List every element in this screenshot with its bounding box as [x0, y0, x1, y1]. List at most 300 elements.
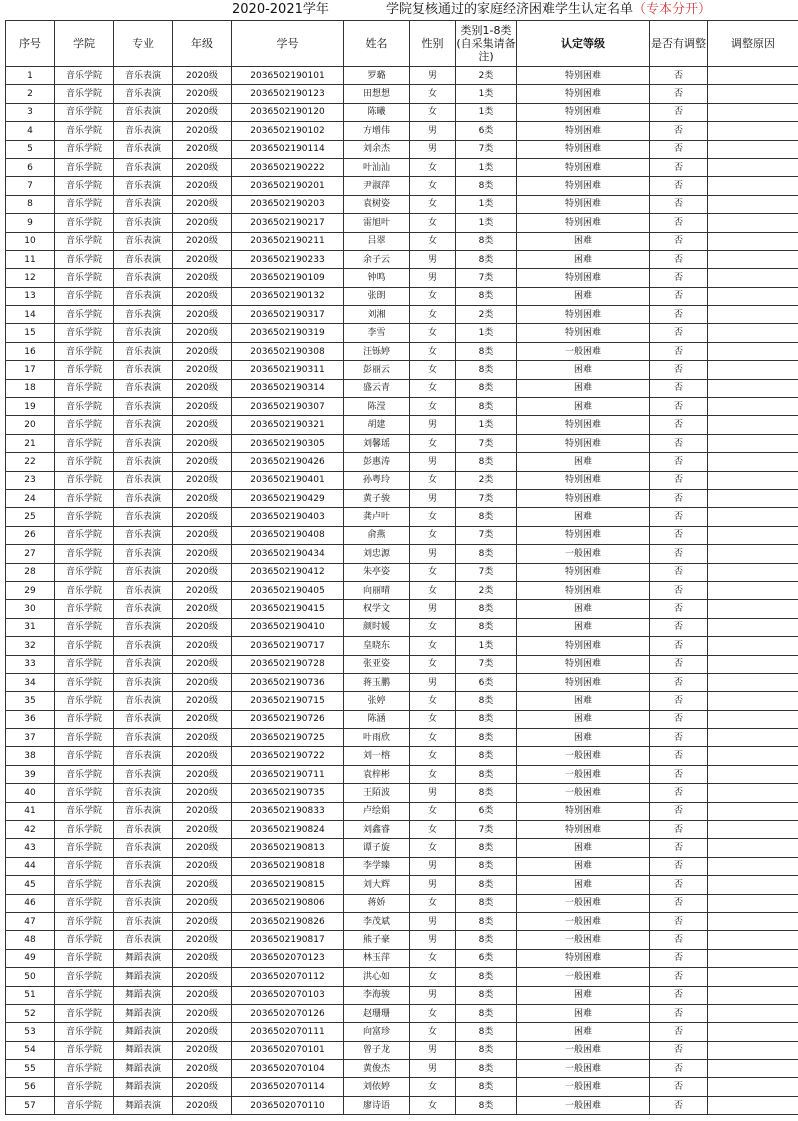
col-index-cell: 57	[6, 1096, 55, 1114]
col-grade-cell: 2020级	[173, 600, 232, 618]
col-level-cell: 困难	[517, 710, 650, 728]
col-category-cell: 8类	[456, 1023, 517, 1041]
table-row	[6, 729, 798, 747]
col-reason-cell	[708, 857, 798, 875]
col-college-cell: 音乐学院	[55, 453, 114, 471]
col-college-cell: 音乐学院	[55, 416, 114, 434]
col-college-cell: 音乐学院	[55, 250, 114, 268]
col-gender-cell: 男	[410, 67, 456, 85]
col-gender-cell: 男	[410, 673, 456, 691]
col-major-cell: 音乐表演	[114, 839, 173, 857]
col-major-cell: 音乐表演	[114, 398, 173, 416]
col-college-cell: 音乐学院	[55, 379, 114, 397]
col-adjusted-cell: 否	[650, 1023, 708, 1041]
col-reason-cell	[708, 489, 798, 507]
col-major-cell: 舞蹈表演	[114, 949, 173, 967]
col-category-cell: 7类	[456, 489, 517, 507]
col-grade-cell: 2020级	[173, 692, 232, 710]
col-college-cell: 音乐学院	[55, 342, 114, 360]
col-name-cell: 王陌波	[344, 784, 410, 802]
col-adjusted-cell: 否	[650, 453, 708, 471]
col-grade-cell: 2020级	[173, 1078, 232, 1096]
col-index-cell: 37	[6, 729, 55, 747]
col-grade-cell: 2020级	[173, 140, 232, 158]
col-college-cell: 音乐学院	[55, 949, 114, 967]
col-level-cell: 一般困难	[517, 1096, 650, 1114]
col-reason-cell	[708, 269, 798, 287]
col-name-cell: 陈涵	[344, 710, 410, 728]
col-index-cell: 43	[6, 839, 55, 857]
col-level-cell: 特别困难	[517, 416, 650, 434]
col-college-cell: 音乐学院	[55, 876, 114, 894]
col-index-cell: 3	[6, 103, 55, 121]
col-gender-cell: 男	[410, 986, 456, 1004]
col-college-cell: 音乐学院	[55, 673, 114, 691]
col-grade-cell: 2020级	[173, 765, 232, 783]
table-row	[6, 692, 798, 710]
col-major-cell: 舞蹈表演	[114, 1096, 173, 1114]
col-category-cell: 1类	[456, 195, 517, 213]
col-level-cell: 特别困难	[517, 214, 650, 232]
col-gender-cell: 女	[410, 195, 456, 213]
col-grade-cell: 2020级	[173, 876, 232, 894]
col-gender-cell: 女	[410, 398, 456, 416]
col-college-cell: 音乐学院	[55, 784, 114, 802]
col-student-id-cell: 2036502190123	[232, 85, 344, 103]
col-index-cell: 13	[6, 287, 55, 305]
col-grade-cell: 2020级	[173, 784, 232, 802]
col-major-cell: 音乐表演	[114, 821, 173, 839]
col-category-cell: 1类	[456, 416, 517, 434]
col-index-cell: 11	[6, 250, 55, 268]
col-level-cell: 困难	[517, 876, 650, 894]
col-gender-cell: 女	[410, 655, 456, 673]
col-index-cell: 38	[6, 747, 55, 765]
col-grade-cell: 2020级	[173, 729, 232, 747]
col-adjusted-cell: 否	[650, 269, 708, 287]
col-student-id-cell: 2036502190813	[232, 839, 344, 857]
col-name-cell: 盛云青	[344, 379, 410, 397]
col-adjusted-cell: 否	[650, 563, 708, 581]
col-category-cell: 8类	[456, 361, 517, 379]
col-major-cell: 音乐表演	[114, 489, 173, 507]
col-major-cell: 音乐表演	[114, 912, 173, 930]
col-category-cell: 6类	[456, 122, 517, 140]
col-name-cell: 吕翠	[344, 232, 410, 250]
col-name-cell: 曾子龙	[344, 1041, 410, 1059]
col-college-cell: 音乐学院	[55, 471, 114, 489]
col-college-cell: 音乐学院	[55, 655, 114, 673]
col-college-cell: 音乐学院	[55, 140, 114, 158]
col-grade-cell: 2020级	[173, 158, 232, 176]
col-college-header: 学院	[55, 21, 114, 67]
col-student-id-cell: 2036502190222	[232, 158, 344, 176]
table-row	[6, 765, 798, 783]
col-category-cell: 8类	[456, 968, 517, 986]
table-row	[6, 177, 798, 195]
col-category-cell: 8类	[456, 1078, 517, 1096]
col-grade-cell: 2020级	[173, 287, 232, 305]
col-college-cell: 音乐学院	[55, 361, 114, 379]
col-category-cell: 1类	[456, 214, 517, 232]
col-category-cell: 8类	[456, 177, 517, 195]
col-reason-cell	[708, 1060, 798, 1078]
col-adjusted-cell: 否	[650, 784, 708, 802]
col-adjusted-cell: 否	[650, 489, 708, 507]
col-reason-cell	[708, 710, 798, 728]
col-index-cell: 22	[6, 453, 55, 471]
col-level-cell: 特别困难	[517, 489, 650, 507]
col-level-cell: 特别困难	[517, 85, 650, 103]
col-index-cell: 35	[6, 692, 55, 710]
col-major-cell: 音乐表演	[114, 416, 173, 434]
col-category-cell: 8类	[456, 747, 517, 765]
col-reason-cell	[708, 618, 798, 636]
col-reason-cell	[708, 802, 798, 820]
col-index-cell: 36	[6, 710, 55, 728]
col-gender-cell: 女	[410, 379, 456, 397]
col-major-cell: 音乐表演	[114, 342, 173, 360]
col-level-cell: 困难	[517, 1004, 650, 1022]
table-row	[6, 618, 798, 636]
col-college-cell: 音乐学院	[55, 489, 114, 507]
col-adjusted-cell: 否	[650, 324, 708, 342]
col-gender-cell: 男	[410, 416, 456, 434]
col-category-cell: 7类	[456, 269, 517, 287]
col-grade-cell: 2020级	[173, 508, 232, 526]
col-gender-cell: 女	[410, 747, 456, 765]
col-gender-cell: 女	[410, 287, 456, 305]
col-grade-cell: 2020级	[173, 563, 232, 581]
table-row	[6, 710, 798, 728]
col-reason-cell	[708, 232, 798, 250]
col-level-cell: 一般困难	[517, 545, 650, 563]
col-reason-cell	[708, 140, 798, 158]
col-college-cell: 音乐学院	[55, 306, 114, 324]
col-level-cell: 一般困难	[517, 968, 650, 986]
table-body	[6, 67, 798, 1115]
col-index-cell: 33	[6, 655, 55, 673]
col-student-id-cell: 2036502070110	[232, 1096, 344, 1114]
col-college-cell: 音乐学院	[55, 765, 114, 783]
col-gender-cell: 女	[410, 637, 456, 655]
col-level-cell: 一般困难	[517, 342, 650, 360]
col-level-cell: 一般困难	[517, 1078, 650, 1096]
table-row	[6, 637, 798, 655]
col-major-cell: 音乐表演	[114, 85, 173, 103]
col-index-cell: 30	[6, 600, 55, 618]
col-grade-cell: 2020级	[173, 103, 232, 121]
col-reason-cell	[708, 600, 798, 618]
col-student-id-cell: 2036502190410	[232, 618, 344, 636]
col-index-cell: 6	[6, 158, 55, 176]
col-grade-cell: 2020级	[173, 85, 232, 103]
col-index-cell: 19	[6, 398, 55, 416]
col-index-cell: 1	[6, 67, 55, 85]
col-adjusted-cell: 否	[650, 250, 708, 268]
col-major-cell: 舞蹈表演	[114, 1004, 173, 1022]
col-category-cell: 8类	[456, 912, 517, 930]
col-college-cell: 音乐学院	[55, 434, 114, 452]
col-college-cell: 音乐学院	[55, 563, 114, 581]
col-name-cell: 张朗	[344, 287, 410, 305]
col-grade-cell: 2020级	[173, 968, 232, 986]
table-row	[6, 784, 798, 802]
col-major-cell: 舞蹈表演	[114, 968, 173, 986]
col-adjusted-cell: 否	[650, 342, 708, 360]
col-college-cell: 音乐学院	[55, 1041, 114, 1059]
col-level-cell: 困难	[517, 600, 650, 618]
col-category-header: 类别1-8类(自采集请备注)	[456, 21, 517, 67]
table-row	[6, 802, 798, 820]
col-major-cell: 音乐表演	[114, 250, 173, 268]
col-category-cell: 8类	[456, 1060, 517, 1078]
col-category-cell: 6类	[456, 673, 517, 691]
col-major-cell: 音乐表演	[114, 471, 173, 489]
col-name-cell: 蒋娇	[344, 894, 410, 912]
col-name-cell: 袁梓彬	[344, 765, 410, 783]
col-category-cell: 8类	[456, 398, 517, 416]
col-gender-cell: 女	[410, 1023, 456, 1041]
col-adjusted-cell: 否	[650, 802, 708, 820]
col-grade-cell: 2020级	[173, 526, 232, 544]
col-student-id-cell: 2036502190818	[232, 857, 344, 875]
col-grade-cell: 2020级	[173, 931, 232, 949]
table-row	[6, 949, 798, 967]
col-category-cell: 8类	[456, 784, 517, 802]
col-reason-cell	[708, 894, 798, 912]
col-adjusted-cell: 否	[650, 1060, 708, 1078]
col-name-cell: 张亚姿	[344, 655, 410, 673]
table-row	[6, 1096, 798, 1114]
col-college-cell: 音乐学院	[55, 398, 114, 416]
col-category-cell: 8类	[456, 379, 517, 397]
col-reason-cell	[708, 784, 798, 802]
col-grade-cell: 2020级	[173, 342, 232, 360]
col-name-cell: 权学文	[344, 600, 410, 618]
col-student-id-cell: 2036502190319	[232, 324, 344, 342]
col-level-cell: 困难	[517, 857, 650, 875]
col-gender-cell: 男	[410, 545, 456, 563]
table-row	[6, 968, 798, 986]
table-row	[6, 986, 798, 1004]
col-index-cell: 56	[6, 1078, 55, 1096]
col-college-cell: 音乐学院	[55, 545, 114, 563]
col-level-cell: 困难	[517, 839, 650, 857]
col-grade-cell: 2020级	[173, 416, 232, 434]
col-college-cell: 音乐学院	[55, 857, 114, 875]
col-index-cell: 49	[6, 949, 55, 967]
col-college-cell: 音乐学院	[55, 1060, 114, 1078]
col-index-cell: 18	[6, 379, 55, 397]
col-reason-cell	[708, 839, 798, 857]
col-name-cell: 李茂斌	[344, 912, 410, 930]
col-index-cell: 12	[6, 269, 55, 287]
table-row	[6, 398, 798, 416]
col-reason-cell	[708, 931, 798, 949]
col-name-cell: 刘馨瑶	[344, 434, 410, 452]
col-adjusted-cell: 否	[650, 140, 708, 158]
table-row	[6, 894, 798, 912]
col-index-cell: 27	[6, 545, 55, 563]
col-name-cell: 彭惠涛	[344, 453, 410, 471]
col-grade-cell: 2020级	[173, 655, 232, 673]
col-college-cell: 音乐学院	[55, 581, 114, 599]
col-level-cell: 一般困难	[517, 931, 650, 949]
col-gender-cell: 女	[410, 710, 456, 728]
col-college-cell: 音乐学院	[55, 692, 114, 710]
col-level-cell: 一般困难	[517, 894, 650, 912]
col-student-id-cell: 2036502070101	[232, 1041, 344, 1059]
col-reason-cell	[708, 637, 798, 655]
col-reason-cell	[708, 1041, 798, 1059]
col-student-id-cell: 2036502190114	[232, 140, 344, 158]
col-adjusted-cell: 否	[650, 912, 708, 930]
col-student-id-cell: 2036502190401	[232, 471, 344, 489]
col-grade-cell: 2020级	[173, 177, 232, 195]
col-name-cell: 李海骏	[344, 986, 410, 1004]
col-gender-cell: 男	[410, 122, 456, 140]
col-level-cell: 特别困难	[517, 673, 650, 691]
col-index-cell: 54	[6, 1041, 55, 1059]
col-adjusted-cell: 否	[650, 949, 708, 967]
col-gender-cell: 女	[410, 729, 456, 747]
col-college-cell: 音乐学院	[55, 968, 114, 986]
col-name-cell: 赵珊珊	[344, 1004, 410, 1022]
col-adjusted-cell: 否	[650, 122, 708, 140]
col-reason-cell	[708, 250, 798, 268]
col-adjusted-cell: 否	[650, 968, 708, 986]
col-adjusted-cell: 否	[650, 545, 708, 563]
col-adjusted-cell: 否	[650, 471, 708, 489]
col-adjusted-cell: 否	[650, 379, 708, 397]
col-index-cell: 2	[6, 85, 55, 103]
col-gender-cell: 女	[410, 214, 456, 232]
col-level-cell: 困难	[517, 287, 650, 305]
col-level-cell: 困难	[517, 986, 650, 1004]
col-college-cell: 音乐学院	[55, 1078, 114, 1096]
col-grade-cell: 2020级	[173, 949, 232, 967]
col-gender-cell: 男	[410, 931, 456, 949]
col-gender-cell: 女	[410, 177, 456, 195]
col-index-cell: 34	[6, 673, 55, 691]
col-level-cell: 困难	[517, 250, 650, 268]
col-major-cell: 音乐表演	[114, 894, 173, 912]
col-adjusted-cell: 否	[650, 67, 708, 85]
col-gender-cell: 女	[410, 968, 456, 986]
col-adjusted-cell: 否	[650, 1096, 708, 1114]
col-reason-cell	[708, 85, 798, 103]
col-name-cell: 向丽晴	[344, 581, 410, 599]
col-college-cell: 音乐学院	[55, 894, 114, 912]
table-row	[6, 416, 798, 434]
col-gender-cell: 女	[410, 1078, 456, 1096]
col-gender-cell: 女	[410, 1096, 456, 1114]
table-row	[6, 85, 798, 103]
col-name-cell: 叶汕汕	[344, 158, 410, 176]
col-reason-cell	[708, 655, 798, 673]
col-index-cell: 9	[6, 214, 55, 232]
col-category-cell: 7类	[456, 655, 517, 673]
col-major-cell: 音乐表演	[114, 103, 173, 121]
table-row	[6, 857, 798, 875]
table-row	[6, 342, 798, 360]
col-category-cell: 8类	[456, 876, 517, 894]
title-note: （专本分开）	[633, 2, 712, 17]
col-gender-cell: 男	[410, 250, 456, 268]
col-name-cell: 陈滢	[344, 398, 410, 416]
col-level-cell: 困难	[517, 508, 650, 526]
col-adjusted-cell: 否	[650, 894, 708, 912]
col-name-cell: 林玉萍	[344, 949, 410, 967]
col-category-cell: 7类	[456, 140, 517, 158]
col-category-cell: 8类	[456, 287, 517, 305]
col-category-cell: 1类	[456, 637, 517, 655]
col-gender-cell: 女	[410, 471, 456, 489]
table-row	[6, 673, 798, 691]
col-student-id-cell: 2036502190715	[232, 692, 344, 710]
col-major-header: 专业	[114, 21, 173, 67]
col-major-cell: 音乐表演	[114, 784, 173, 802]
col-category-cell: 8类	[456, 618, 517, 636]
col-grade-cell: 2020级	[173, 361, 232, 379]
col-college-cell: 音乐学院	[55, 912, 114, 930]
col-reason-cell	[708, 1023, 798, 1041]
col-major-cell: 音乐表演	[114, 618, 173, 636]
col-name-cell: 彭丽云	[344, 361, 410, 379]
col-reason-cell	[708, 67, 798, 85]
col-student-id-cell: 2036502190736	[232, 673, 344, 691]
col-level-cell: 一般困难	[517, 784, 650, 802]
col-adjusted-cell: 否	[650, 1078, 708, 1096]
col-grade-cell: 2020级	[173, 857, 232, 875]
col-grade-cell: 2020级	[173, 637, 232, 655]
col-gender-cell: 男	[410, 269, 456, 287]
title-main	[386, 0, 711, 20]
col-gender-cell: 女	[410, 949, 456, 967]
col-grade-cell: 2020级	[173, 618, 232, 636]
col-reason-cell	[708, 361, 798, 379]
col-college-cell: 音乐学院	[55, 839, 114, 857]
col-adjusted-cell: 否	[650, 692, 708, 710]
col-adjusted-cell: 否	[650, 673, 708, 691]
col-grade-cell: 2020级	[173, 839, 232, 857]
col-college-cell: 音乐学院	[55, 637, 114, 655]
col-major-cell: 音乐表演	[114, 655, 173, 673]
col-major-cell: 音乐表演	[114, 710, 173, 728]
col-gender-header: 性别	[410, 21, 456, 67]
col-student-id-cell: 2036502190826	[232, 912, 344, 930]
table-header-row	[6, 21, 798, 67]
col-student-id-cell: 2036502070123	[232, 949, 344, 967]
col-name-cell: 叶雨欣	[344, 729, 410, 747]
col-level-cell: 困难	[517, 1023, 650, 1041]
col-level-cell: 一般困难	[517, 1060, 650, 1078]
col-grade-cell: 2020级	[173, 1041, 232, 1059]
col-category-cell: 8类	[456, 600, 517, 618]
col-adjusted-cell: 否	[650, 398, 708, 416]
col-grade-cell: 2020级	[173, 324, 232, 342]
col-level-cell: 一般困难	[517, 912, 650, 930]
col-index-cell: 55	[6, 1060, 55, 1078]
table-row	[6, 655, 798, 673]
col-gender-cell: 女	[410, 563, 456, 581]
col-level-cell: 特别困难	[517, 526, 650, 544]
col-adjusted-cell: 否	[650, 85, 708, 103]
col-category-cell: 8类	[456, 765, 517, 783]
table-row	[6, 434, 798, 452]
col-student-id-cell: 2036502190233	[232, 250, 344, 268]
